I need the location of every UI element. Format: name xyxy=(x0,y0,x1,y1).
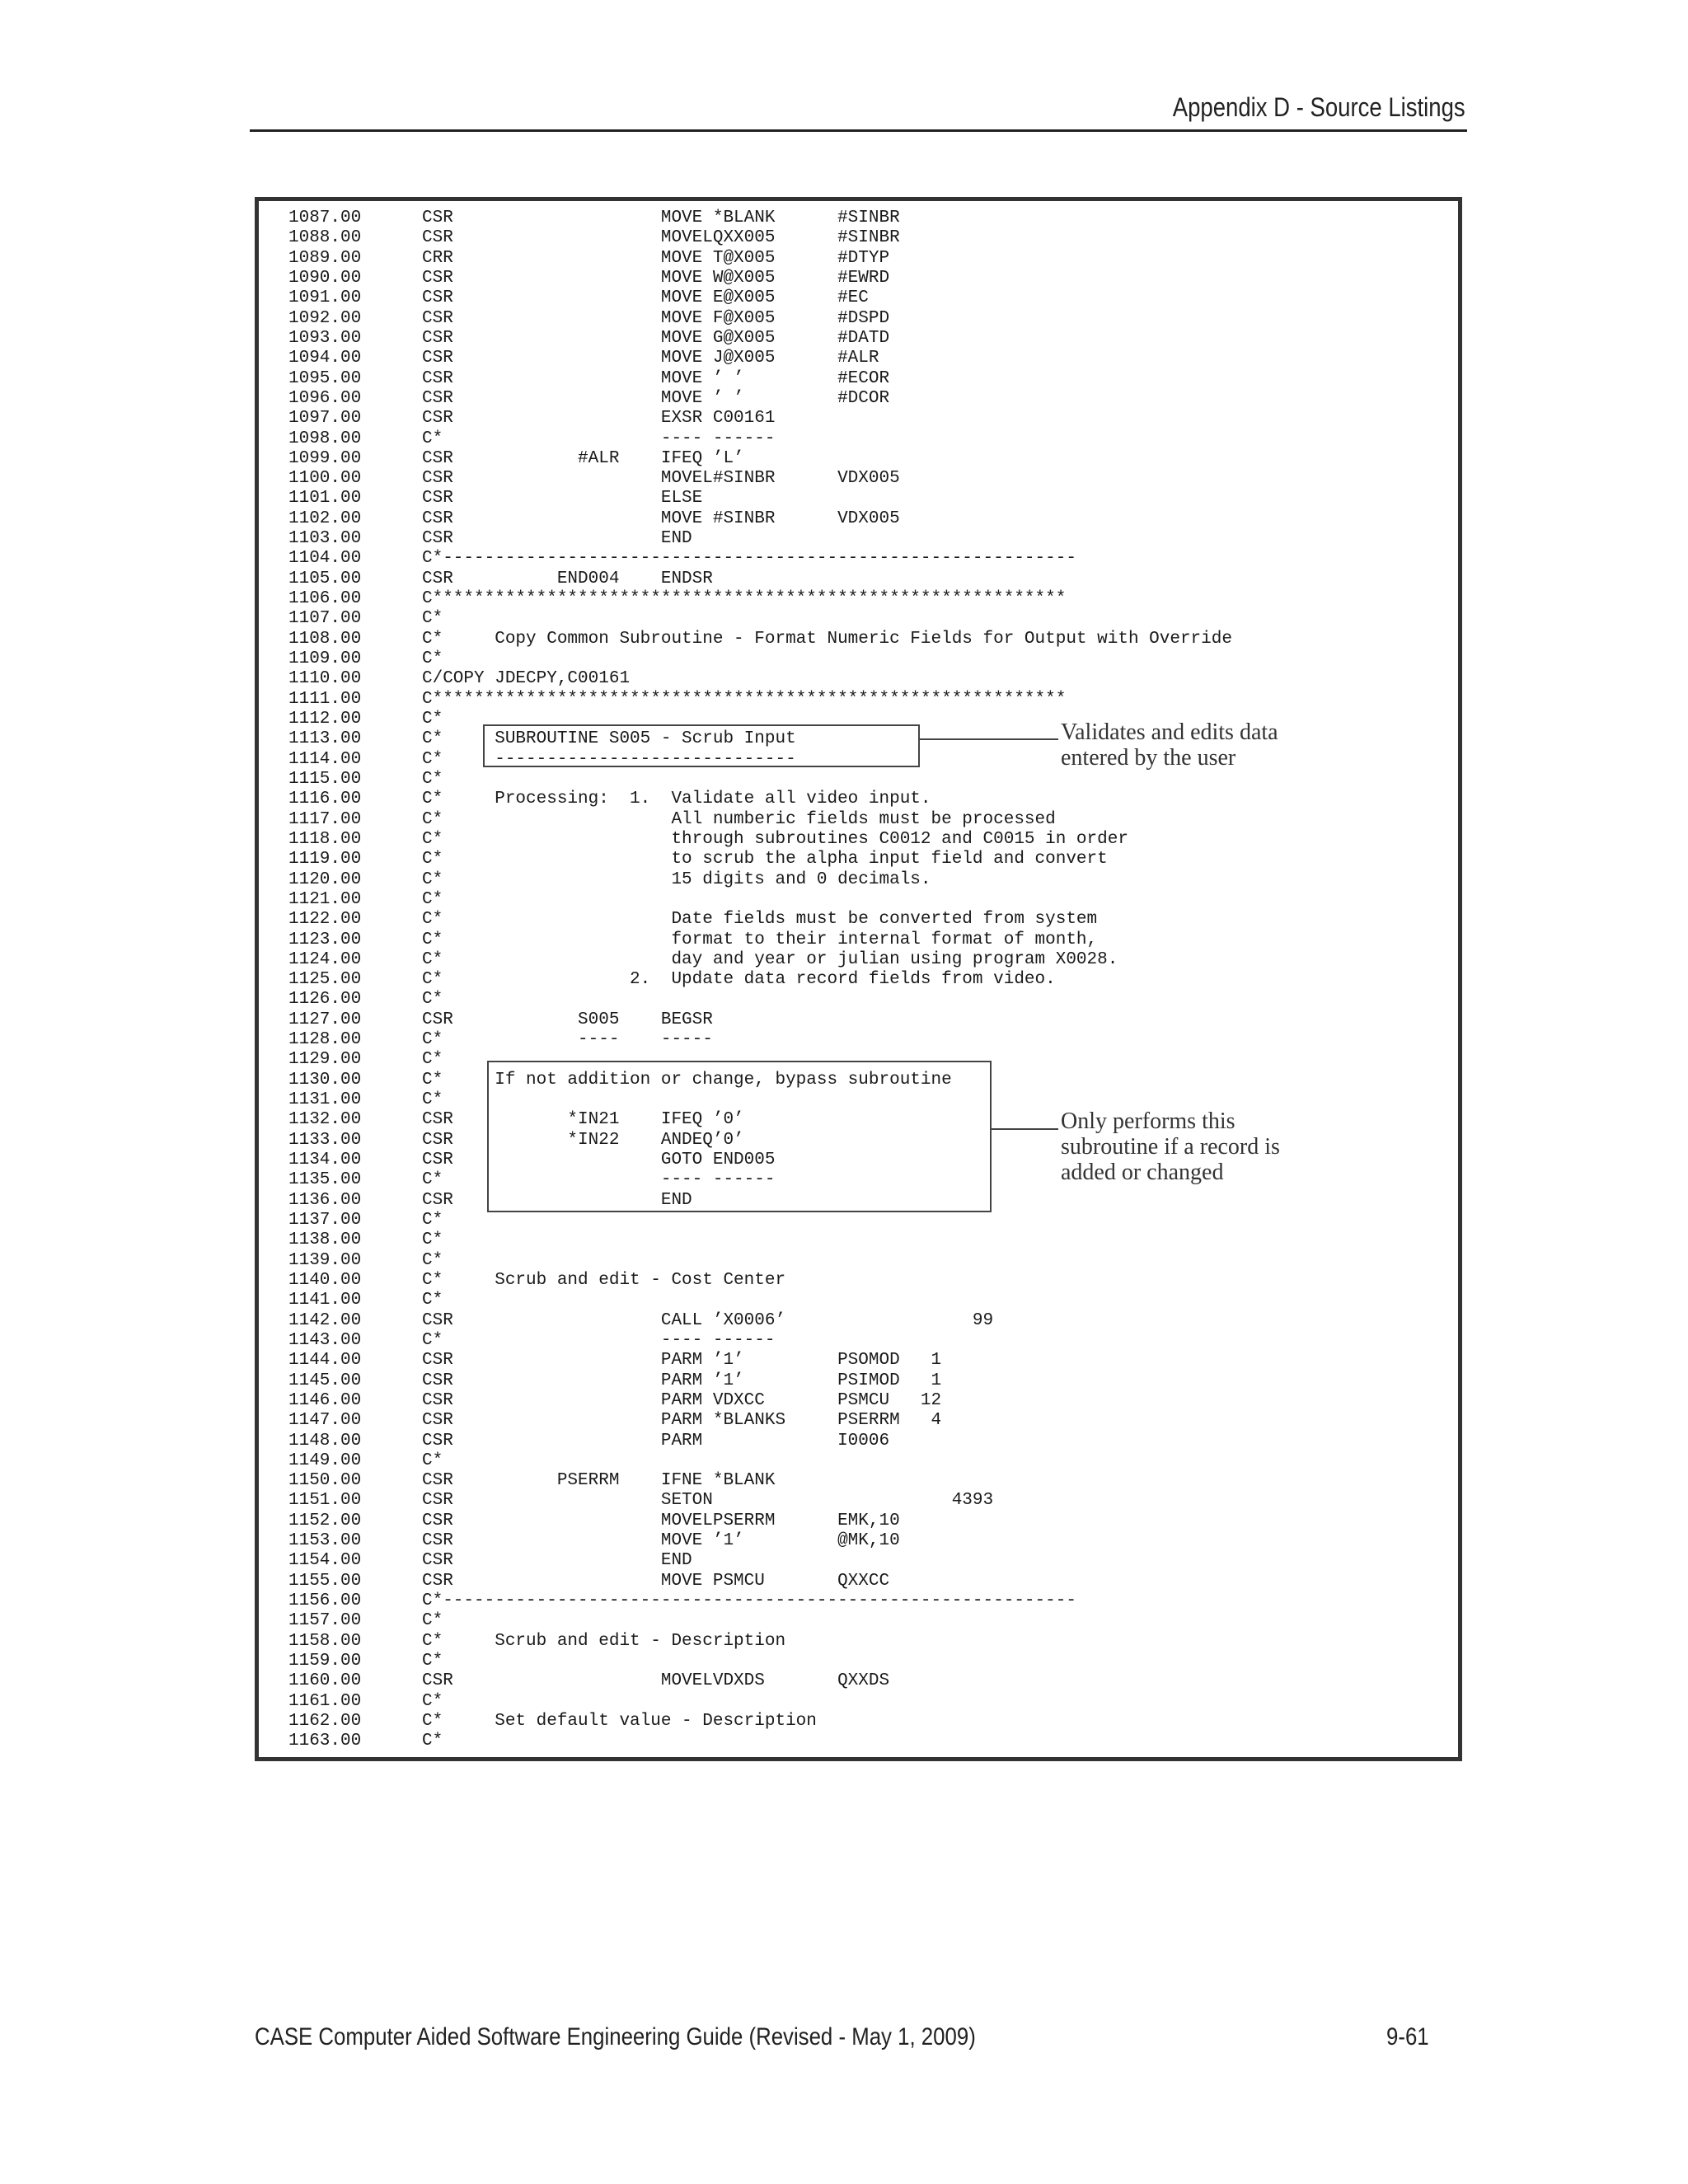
line-number: 1095.00 xyxy=(288,368,362,388)
code-text: C************************************************************* xyxy=(422,689,1067,709)
code-text: CSR PARM ’1’ PSOMOD 1 xyxy=(422,1351,942,1371)
code-text: C* ----------------------------- xyxy=(422,749,796,769)
line-number: 1150.00 xyxy=(288,1471,362,1491)
line-number: 1145.00 xyxy=(288,1371,362,1390)
line-number: 1126.00 xyxy=(288,990,362,1010)
code-text: C* xyxy=(422,1732,443,1751)
callout-box-bypass xyxy=(487,1061,992,1212)
line-number: 1098.00 xyxy=(288,429,362,448)
callout-note-line: Only performs this xyxy=(1061,1108,1236,1134)
callout-note-line: subroutine if a record is xyxy=(1061,1134,1280,1160)
code-text: CSR #ALR IFEQ ’L’ xyxy=(422,448,744,468)
code-text: CSR MOVE PSMCU QXXCC xyxy=(422,1571,890,1591)
line-number: 1099.00 xyxy=(288,448,362,468)
line-number: 1130.00 xyxy=(288,1070,362,1090)
line-number: 1123.00 xyxy=(288,930,362,949)
code-text: C* xyxy=(422,1250,443,1270)
line-number: 1154.00 xyxy=(288,1551,362,1571)
code-text: CSR PARM I0006 xyxy=(422,1431,890,1451)
code-text: C* xyxy=(422,710,443,729)
line-number: 1149.00 xyxy=(288,1451,362,1470)
line-number: 1129.00 xyxy=(288,1050,362,1070)
code-text: C* Copy Common Subroutine - Format Numeric Fields for Output with Override xyxy=(422,629,1232,649)
line-number: 1143.00 xyxy=(288,1330,362,1350)
line-number: 1107.00 xyxy=(288,609,362,629)
code-text: C* ---- ------ xyxy=(422,1330,776,1350)
code-text: CSR MOVE G@X005 #DATD xyxy=(422,328,890,348)
line-number: 1088.00 xyxy=(288,228,362,248)
code-text: CSR MOVE W@X005 #EWRD xyxy=(422,268,890,288)
code-text: CSR S005 BEGSR xyxy=(422,1010,713,1029)
code-text: C* Set default value - Description xyxy=(422,1712,817,1731)
line-number: 1148.00 xyxy=(288,1431,362,1451)
code-text: CSR MOVE *BLANK #SINBR xyxy=(422,209,900,227)
line-number: 1113.00 xyxy=(288,729,362,749)
code-text: C* xyxy=(422,1050,443,1070)
code-text: CSR MOVELPSERRM EMK,10 xyxy=(422,1511,900,1530)
code-text: CSR MOVE #SINBR VDX005 xyxy=(422,509,900,528)
line-number: 1119.00 xyxy=(288,850,362,869)
line-number: 1116.00 xyxy=(288,790,362,809)
line-number: 1111.00 xyxy=(288,689,362,709)
line-number: 1093.00 xyxy=(288,328,362,348)
callout-connector-bypass xyxy=(992,1128,1058,1130)
code-text: C* 2. Update data record fields from video. xyxy=(422,970,1056,990)
line-number: 1151.00 xyxy=(288,1491,362,1511)
line-number: 1124.00 xyxy=(288,949,362,969)
code-text: C* If not addition or change, bypass subroutine xyxy=(422,1070,952,1090)
code-text: CSR EXSR C00161 xyxy=(422,409,776,429)
line-number: 1144.00 xyxy=(288,1351,362,1371)
code-text: C*------------------------------------------------------------- xyxy=(422,1591,1076,1611)
code-text: C* xyxy=(422,990,443,1010)
code-text: C/COPY JDECPY,C00161 xyxy=(422,669,631,689)
code-text: C* xyxy=(422,889,443,909)
callout-note-line: added or changed xyxy=(1061,1160,1224,1185)
line-number: 1156.00 xyxy=(288,1591,362,1611)
line-number: 1163.00 xyxy=(288,1732,362,1751)
callout-note-validates xyxy=(1061,719,1278,771)
line-number: 1114.00 xyxy=(288,749,362,769)
code-text: C* Scrub and edit - Cost Center xyxy=(422,1270,786,1290)
code-text: C* xyxy=(422,1691,443,1711)
callout-box-subroutine xyxy=(483,724,920,767)
line-number: 1134.00 xyxy=(288,1151,362,1170)
line-number: 1118.00 xyxy=(288,829,362,849)
line-number: 1120.00 xyxy=(288,869,362,889)
line-number: 1104.00 xyxy=(288,549,362,569)
line-number: 1090.00 xyxy=(288,268,362,288)
line-number: 1121.00 xyxy=(288,889,362,909)
line-number: 1158.00 xyxy=(288,1631,362,1651)
code-text: CSR PARM *BLANKS PSERRM 4 xyxy=(422,1411,942,1431)
line-number: 1135.00 xyxy=(288,1170,362,1190)
line-number: 1131.00 xyxy=(288,1090,362,1110)
code-text: C* ---- ----- xyxy=(422,1030,713,1050)
line-number: 1136.00 xyxy=(288,1190,362,1210)
line-number: 1159.00 xyxy=(288,1652,362,1671)
code-text: CSR END xyxy=(422,1551,692,1571)
code-text: C* All numberic fields must be processed xyxy=(422,809,1056,829)
line-number: 1103.00 xyxy=(288,529,362,549)
callout-note-only-performs xyxy=(1061,1108,1280,1185)
code-text: CSR MOVE ’ ’ #ECOR xyxy=(422,368,890,388)
code-text: CSR PSERRM IFNE *BLANK xyxy=(422,1471,776,1491)
code-text: CSR MOVEL#SINBR VDX005 xyxy=(422,469,900,489)
line-number: 1139.00 xyxy=(288,1250,362,1270)
line-number: 1133.00 xyxy=(288,1130,362,1150)
line-number: 1108.00 xyxy=(288,629,362,649)
line-number: 1122.00 xyxy=(288,910,362,930)
code-text: CSR END xyxy=(422,529,692,549)
code-text: C************************************************************* xyxy=(422,589,1067,609)
code-text: C* xyxy=(422,1451,443,1470)
line-number: 1140.00 xyxy=(288,1270,362,1290)
code-text: CSR END xyxy=(422,1190,692,1210)
code-text: C*------------------------------------------------------------- xyxy=(422,549,1076,569)
code-text: CSR MOVE J@X005 #ALR xyxy=(422,349,879,368)
page-header-title: Appendix D - Source Listings xyxy=(1173,92,1465,122)
code-text: C* xyxy=(422,1230,443,1250)
line-number: 1141.00 xyxy=(288,1291,362,1310)
line-number: 1127.00 xyxy=(288,1010,362,1029)
code-text: CSR MOVE ’1’ @MK,10 xyxy=(422,1531,900,1551)
code-text: C* SUBROUTINE S005 - Scrub Input xyxy=(422,729,796,749)
line-number: 1160.00 xyxy=(288,1671,362,1691)
footer-document-title: CASE Computer Aided Software Engineering Guide (Revised - May 1, 2009) xyxy=(255,2023,976,2050)
code-text: C* to scrub the alpha input field and convert xyxy=(422,850,1108,869)
code-text: CSR MOVE F@X005 #DSPD xyxy=(422,308,890,328)
line-number: 1105.00 xyxy=(288,569,362,588)
code-text: C* xyxy=(422,1291,443,1310)
line-number: 1137.00 xyxy=(288,1211,362,1230)
callout-connector-subroutine xyxy=(920,738,1058,740)
header-divider xyxy=(250,129,1467,132)
line-number: 1091.00 xyxy=(288,288,362,308)
code-text: C* Date fields must be converted from system xyxy=(422,910,1098,930)
line-number: 1092.00 xyxy=(288,308,362,328)
code-text: CSR CALL ’X0006’ 99 xyxy=(422,1310,994,1330)
code-text: CSR END004 ENDSR xyxy=(422,569,713,588)
line-number: 1117.00 xyxy=(288,809,362,829)
line-number: 1094.00 xyxy=(288,349,362,368)
line-number: 1128.00 xyxy=(288,1030,362,1050)
line-number: 1153.00 xyxy=(288,1531,362,1551)
callout-note-line: entered by the user xyxy=(1061,745,1236,771)
line-number: 1087.00 xyxy=(288,209,362,227)
code-text: C* ---- ------ xyxy=(422,1170,776,1190)
code-text: CSR ELSE xyxy=(422,489,703,509)
code-text: C* format to their internal format of month, xyxy=(422,930,1098,949)
code-text: C* Processing: 1. Validate all video input. xyxy=(422,790,931,809)
line-number: 1110.00 xyxy=(288,669,362,689)
line-number: 1109.00 xyxy=(288,649,362,669)
line-number: 1089.00 xyxy=(288,248,362,268)
code-text: C* xyxy=(422,609,443,629)
code-text: C* ---- ------ xyxy=(422,429,776,448)
code-text: CSR MOVELVDXDS QXXDS xyxy=(422,1671,890,1691)
code-text: CSR PARM VDXCC PSMCU 12 xyxy=(422,1390,942,1410)
line-number: 1096.00 xyxy=(288,388,362,408)
code-text: CSR MOVE ’ ’ #DCOR xyxy=(422,388,890,408)
line-number: 1115.00 xyxy=(288,769,362,789)
code-text: C* day and year or julian using program X0028. xyxy=(422,949,1118,969)
line-number: 1125.00 xyxy=(288,970,362,990)
line-number: 1102.00 xyxy=(288,509,362,528)
line-number: 1162.00 xyxy=(288,1712,362,1731)
code-text: CSR MOVELQXX005 #SINBR xyxy=(422,228,900,248)
line-number: 1132.00 xyxy=(288,1110,362,1130)
code-text: CSR PARM ’1’ PSIMOD 1 xyxy=(422,1371,942,1390)
code-text: C* xyxy=(422,1611,443,1631)
code-text: CSR *IN21 IFEQ ’0’ xyxy=(422,1110,744,1130)
footer-page-number: 9-61 xyxy=(1386,2023,1429,2050)
code-text: C* xyxy=(422,1652,443,1671)
line-number: 1142.00 xyxy=(288,1310,362,1330)
line-number: 1152.00 xyxy=(288,1511,362,1530)
code-text: CSR GOTO END005 xyxy=(422,1151,776,1170)
code-text: C* through subroutines C0012 and C0015 in order xyxy=(422,829,1128,849)
callout-note-line: Validates and edits data xyxy=(1061,719,1278,745)
line-number: 1106.00 xyxy=(288,589,362,609)
line-number: 1147.00 xyxy=(288,1411,362,1431)
code-text: C* 15 digits and 0 decimals. xyxy=(422,869,931,889)
code-text: C* xyxy=(422,649,443,669)
code-text: CSR SETON 4393 xyxy=(422,1491,994,1511)
code-text: CSR MOVE E@X005 #EC xyxy=(422,288,869,308)
code-text: C* xyxy=(422,1211,443,1230)
code-text: CRR MOVE T@X005 #DTYP xyxy=(422,248,890,268)
code-text: C* xyxy=(422,769,443,789)
line-number: 1097.00 xyxy=(288,409,362,429)
line-number: 1112.00 xyxy=(288,710,362,729)
code-text: CSR *IN22 ANDEQ’0’ xyxy=(422,1130,744,1150)
code-text: C* Scrub and edit - Description xyxy=(422,1631,786,1651)
line-number: 1100.00 xyxy=(288,469,362,489)
line-number: 1101.00 xyxy=(288,489,362,509)
line-number: 1146.00 xyxy=(288,1390,362,1410)
line-number: 1161.00 xyxy=(288,1691,362,1711)
code-text: C* xyxy=(422,1090,443,1110)
line-number: 1155.00 xyxy=(288,1571,362,1591)
line-number: 1157.00 xyxy=(288,1611,362,1631)
line-number: 1138.00 xyxy=(288,1230,362,1250)
